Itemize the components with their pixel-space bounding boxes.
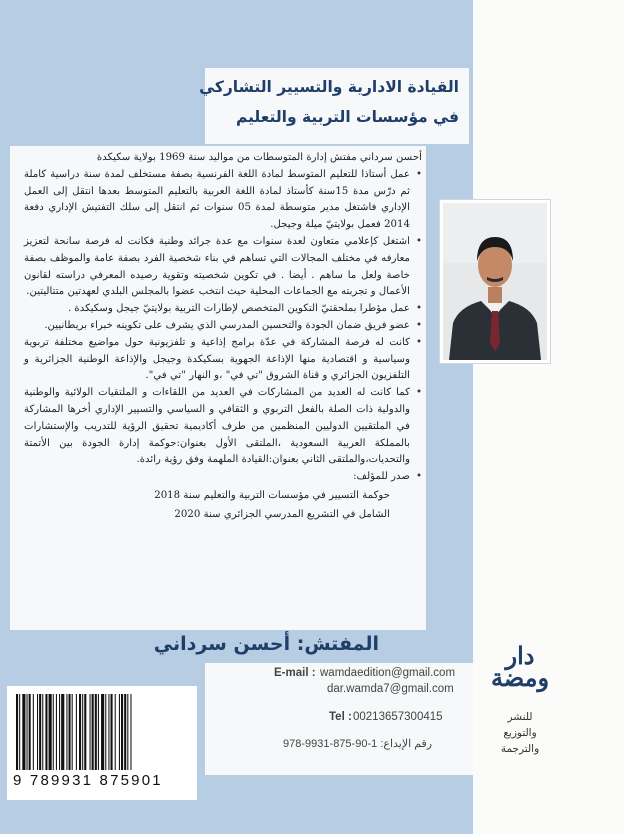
author-photo	[443, 203, 547, 360]
published-books	[24, 488, 422, 524]
bio-item: • عضو فريق ضمان الجودة والتحسين المدرسي الذي يشرف على تكوينه خبراء بريطانيين.	[24, 318, 422, 335]
barcode-icon	[14, 694, 190, 770]
contact-box	[205, 663, 473, 775]
author-bio	[24, 150, 422, 526]
published-book: الشامل في التشريع المدرسي الجزائري سنة 2020	[174, 508, 390, 520]
tel-label: Tel :	[329, 711, 352, 723]
barcode-box	[7, 686, 197, 800]
bio-item: • عمل مؤطرا بملحقتيّ التكوين المتخصص لإطارات التربية بولايتيّ جيجل وسكيكدة .	[24, 301, 422, 318]
publisher-tagline	[485, 709, 555, 757]
bio-item: • عمل أستاذا للتعليم المتوسط لمادة اللغة الفرنسية بصفة مستخلف لمدة سنة دراسية كاملة ثم درّس مدة 15سنة كأستاذ لمادة اللغة العربية بالتعليم المتوسط بعدها انتقل إلى العمل الإداري فاشتغل مدير متوسطة لمدة 05 سنوات ثم انتقل إلى سلك التفتيش الإداري دفعة 2014 فعمل بولايتيّ ميلة وجيجل.	[24, 167, 422, 234]
author-photo-frame	[440, 200, 550, 363]
author-name: المفتش: أحسن سرداني	[153, 633, 379, 655]
title-box	[199, 68, 469, 144]
author-bio-box	[10, 146, 426, 630]
barcode-number: 9 789931 875901	[13, 772, 163, 789]
isbn-deposit-number: رقم الإيداع: 1-90-875-9931-978	[283, 738, 433, 750]
publisher-tagline-line: والتوزيع	[503, 727, 537, 739]
bio-intro: أحسن سرداني مفتش إدارة المتوسطات من مواليد سنة 1969 بولاية سكيكدة	[96, 152, 422, 163]
book-title-line-2: في مؤسسات التربية والتعليم	[235, 108, 459, 126]
bio-item: • كانت له فرصة المشاركة في عدّة برامج إذاعية و تلفزيونية حول مواضيع مختلفة تربوية وسياسية و اقتصادية منها الإذاعة الجهوية بسكيكدة وجيجل والإذاعة الوطنية الجزائرية و التلفزيون الجزائري و قناة الشروق "تي في" ،و النهار "تي في".	[24, 335, 422, 385]
published-label: • صدر للمؤلف:	[24, 469, 422, 486]
book-title-line-1: القيادة الادارية والتسيير التشاركي	[199, 78, 459, 96]
bio-item: • اشتغل كإعلامي متعاون لعدة سنوات مع عدة جرائد وطنية فكانت له فرصة سانحة لتعزيز معارفه في مختلف المجالات التي تساهم في بناء شخصية الفرد بصفة عامة والموظف بصفة خاصة ولعل ما ساهم . أيضا . في تكوين شخصيته وتقوية رصيده المعرفي دراسته لقانون الأعمال و تجربته مع الجماعات المحلية حيث انتخب عضوا بالمجلس البلدي لعهدتين متتاليتين.	[24, 234, 422, 301]
tel-number: 00213657300415	[353, 711, 443, 723]
bio-item: • كما كانت له العديد من المشاركات في العديد من اللقاءات و الملتقيات الولائية والوطنية والدولية ذات الصلة بالفعل التربوي و الثقافي و السياسي والتسيير الإداري أخرها المشاركة في الملتقيين الدوليين المنظمين من طرف أكاديمية تحقيق الرؤية للتدريب والإستشارات بالمملكة العربية السعودية ،الملتقى الأول بعنوان:حوكمة إدارة الجودة بين الأتمتة والتحديات،والملتقى الثاني بعنوان:القيادة الملهمة وفق رؤية رائدة.	[24, 385, 422, 469]
email-label: E-mail :	[274, 667, 316, 679]
publisher-logo-word: دار ومضة	[490, 641, 550, 692]
published-book: حوكمة التسيير في مؤسسات التربية والتعليم سنة 2018	[154, 489, 390, 501]
publisher-logo	[485, 641, 555, 765]
publisher-tagline-line: والترجمة	[500, 743, 540, 755]
email-address: dar.wamda7@gmail.com	[327, 683, 454, 695]
email-address: wamdaedition@gmail.com	[320, 667, 456, 679]
publisher-tagline-line: للنشر	[507, 711, 533, 723]
